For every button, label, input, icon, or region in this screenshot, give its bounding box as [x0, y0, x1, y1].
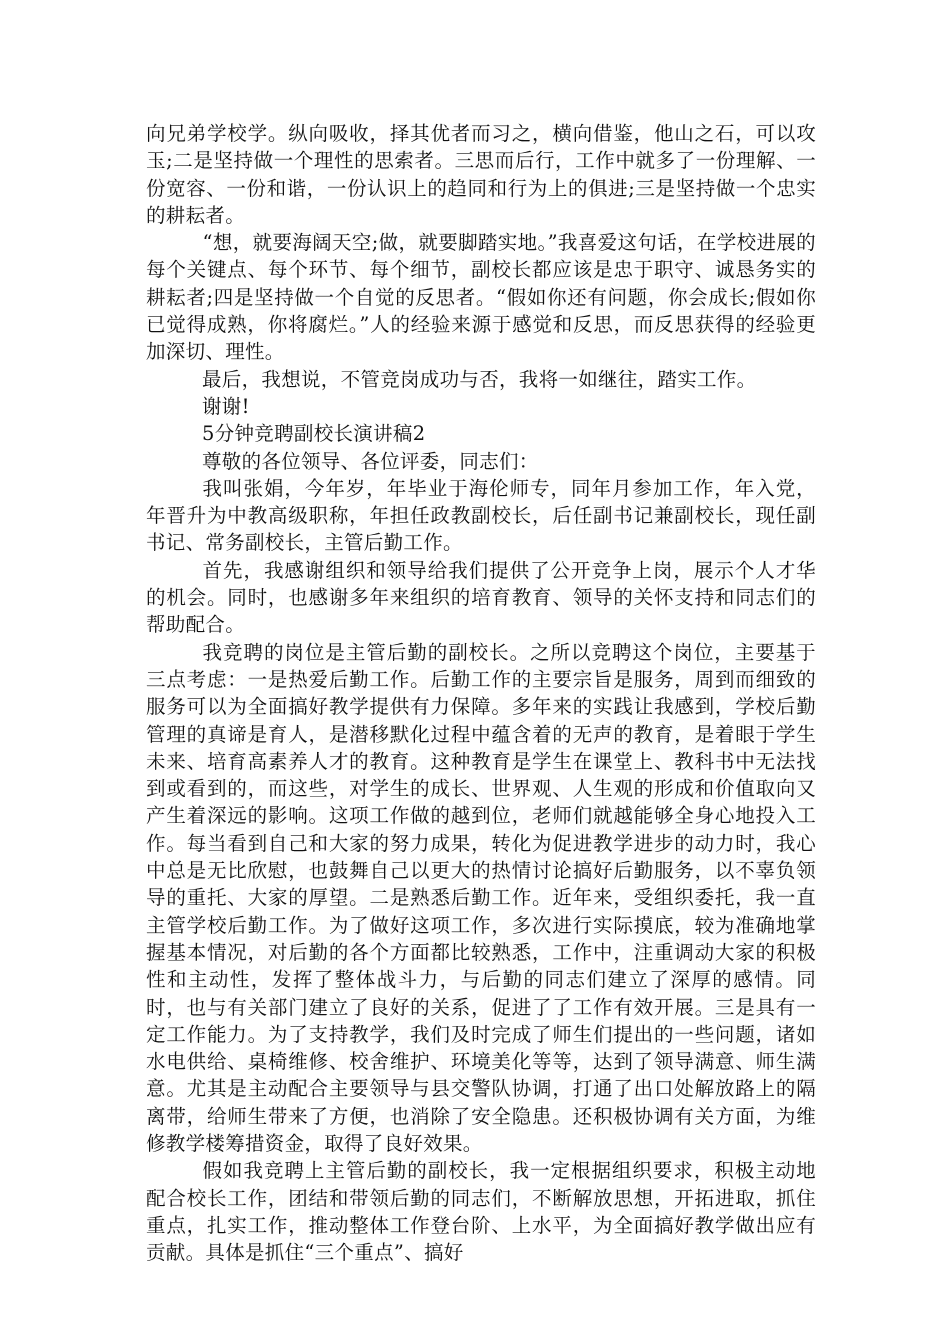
paragraph-thanks-org: 首先，我感谢组织和领导给我们提供了公开竞争上岗，展示个人才华的机会。同时，也感谢多年来组织的培育教育、领导的关怀支持和同志们的帮助配合。 [146, 558, 816, 637]
paragraph-closing: 最后，我想说，不管竞岗成功与否，我将一如继往，踏实工作。 [202, 367, 757, 391]
paragraph-thanks: 谢谢! [202, 394, 250, 418]
paragraph-1: 向兄弟学校学。纵向吸收，择其优者而习之，横向借鉴，他山之石，可以攻玉;二是坚持做一个理性的思索者。三思而后行，工作中就多了一份理解、一份宽容、一份和谐，一份认识上的趋同和行为上的俱进;三是坚持做一个忠实的耕耘者。 [146, 122, 816, 227]
salutation: 尊敬的各位领导、各位评委，同志们： [202, 449, 539, 473]
section-title: 5分钟竞聘副校长演讲稿2 [202, 422, 426, 446]
document-body [146, 120, 816, 1266]
paragraph-2: “想，就要海阔天空;做，就要脚踏实地。”我喜爱这句话，在学校进展的每个关键点、每个环节、每个细节，副校长都应该是忠于职守、诚恳务实的耕耘者;四是坚持做一个自觉的反思者。“假如你还有问题，你会成长;假如你已觉得成熟，你将腐烂。”人的经验来源于感觉和反思，而反思获得的经验更加深切、理性。 [146, 231, 816, 364]
paragraph-plans: 假如我竞聘上主管后勤的副校长，我一定根据组织要求，积极主动地配合校长工作，团结和带领后勤的同志们，不断解放思想，开拓进取，抓住重点，扎实工作，推动整体工作登台阶、上水平，为全面搞好教学做出应有贡献。具体是抓住“三个重点”、搞好 [146, 1159, 816, 1265]
paragraph-intro: 我叫张娟，今年岁，年毕业于海伦师专，同年月参加工作，年入党，年晋升为中教高级职称，年担任政教副校长，后任副书记兼副校长，现任副书记、常务副校长，主管后勤工作。 [146, 476, 816, 555]
paragraph-reasons: 我竞聘的岗位是主管后勤的副校长。之所以竞聘这个岗位，主要基于三点考虑：一是热爱后勤工作。后勤工作的主要宗旨是服务，周到而细致的服务可以为全面搞好教学提供有力保障。多年来的实践让我感到，学校后勤管理的真谛是育人，是潜移默化过程中蕴含着的无声的教育，是着眼于学生未来、培育高素养人才的教育。这种教育是学生在课堂上、教科书中无法找到或看到的，而这些，对学生的成长、世界观、人生观的形成和价值取向又产生着深远的影响。这项工作做的越到位，老师们就越能够全身心地投入工作。每当看到自己和大家的努力成果，转化为促进教学进步的动力时，我心中总是无比欣慰，也鼓舞自己以更大的热情讨论搞好后勤服务，以不辜负领导的重托、大家的厚望。二是熟悉后勤工作。近年来，受组织委托，我一直主管学校后勤工作。为了做好这项工作，多次进行实际摸底，较为准确地掌握基本情况，对后勤的各个方面都比较熟悉，工作中，注重调动大家的积极性和主动性，发挥了整体战斗力，与后勤的同志们建立了深厚的感情。同时，也与有关部门建立了良好的关系，促进了了工作有效开展。三是具有一定工作能力。为了支持教学，我们及时完成了师生们提出的一些问题，诸如水电供给、桌椅维修、校舍维护、环境美化等等，达到了领导满意、师生满意。尤其是主动配合主要领导与县交警队协调，打通了出口处解放路上的隔离带，给师生带来了方便，也消除了安全隐患。还积极协调有关方面，为维修教学楼筹措资金，取得了良好效果。 [146, 640, 816, 1155]
